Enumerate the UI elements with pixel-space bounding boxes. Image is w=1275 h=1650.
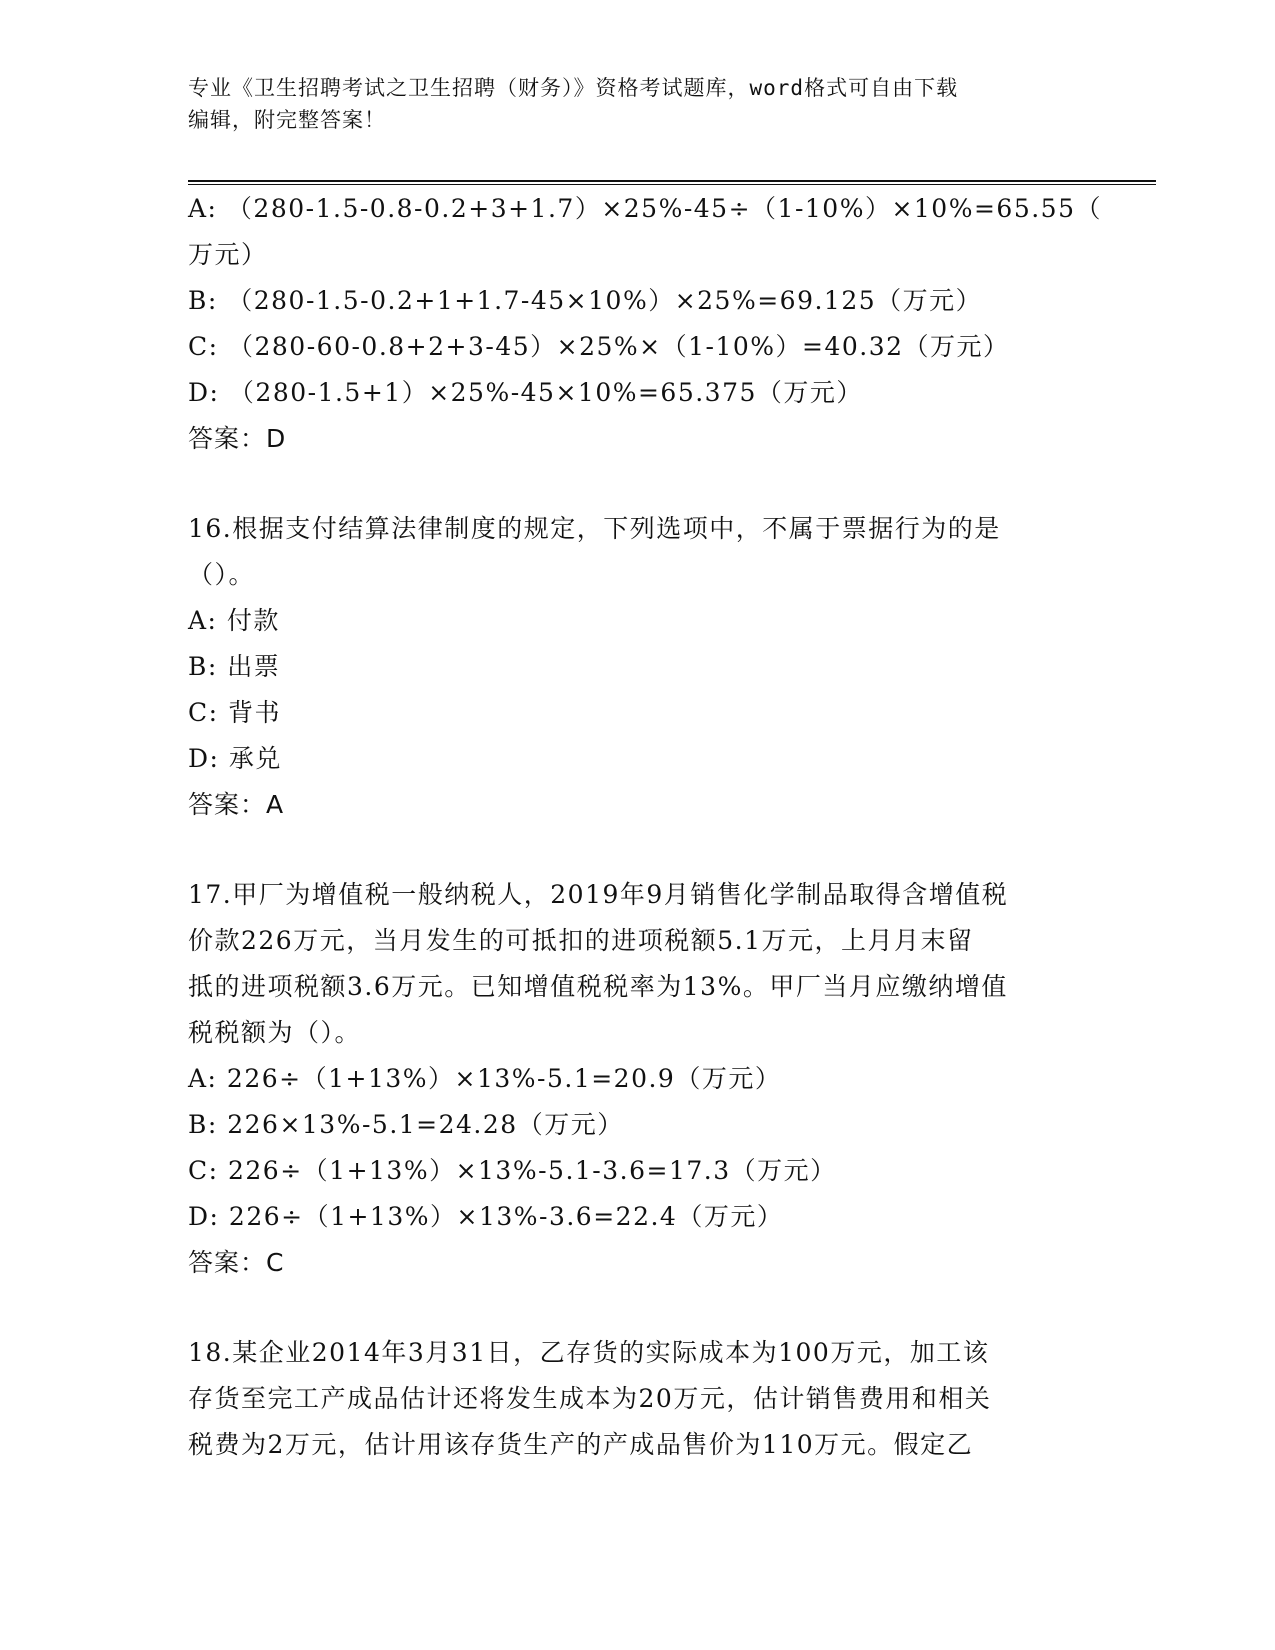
q17-option-a: A: 226÷（1+13%）×13%-5.1=20.9（万元） [188,1064,782,1093]
question-18-block [188,1330,1088,1468]
document-header [188,72,1088,136]
spacer [188,462,1088,506]
q17-stem-line-3: 抵的进项税额3.6万元。已知增值税税率为13%。甲厂当月应缴纳增值 [188,972,1008,1001]
q16-stem-line-2: （）。 [188,560,256,589]
header-line-1: 专业《卫生招聘考试之卫生招聘（财务）》资格考试题库，word格式可自由下载 [188,76,959,100]
q15-option-c: C: （280-60-0.8+2+3-45）×25%×（1-10%）=40.32（万元） [188,332,1010,361]
q15-answer: 答案：D [188,424,287,453]
q17-stem-line-1: 17.甲厂为增值税一般纳税人，2019年9月销售化学制品取得含增值税 [188,880,1009,909]
q17-option-b: B: 226×13%-5.1=24.28（万元） [188,1110,624,1139]
q18-stem-line-2: 存货至完工产成品估计还将发生成本为20万元，估计销售费用和相关 [188,1384,992,1413]
q16-option-d: D: 承兑 [188,744,282,773]
q16-option-a: A: 付款 [188,606,280,635]
q17-answer: 答案：C [188,1248,285,1277]
q17-option-d: D: 226÷（1+13%）×13%-3.6=22.4（万元） [188,1202,784,1231]
spacer [188,1286,1088,1330]
header-line-2: 编辑，附完整答案！ [188,108,386,132]
q17-stem-line-2: 价款226万元，当月发生的可抵扣的进项税额5.1万元，上月月末留 [188,926,974,955]
q17-stem-line-4: 税税额为（）。 [188,1018,362,1047]
q16-option-b: B: 出票 [188,652,281,681]
q17-option-c: C: 226÷（1+13%）×13%-5.1-3.6=17.3（万元） [188,1156,837,1185]
q15-option-d: D: （280-1.5+1）×25%-45×10%=65.375（万元） [188,378,863,407]
q15-option-a-line-1: A: （280-1.5-0.8-0.2+3+1.7）×25%-45÷（1-10%）×10%=65.55（ [188,194,1102,223]
question-16-block [188,506,1088,828]
question-15-block [188,186,1102,462]
q18-stem-line-1: 18.某企业2014年3月31日，乙存货的实际成本为100万元，加工该 [188,1338,990,1367]
spacer [188,828,1088,872]
question-list [188,186,1102,1468]
q16-option-c: C: 背书 [188,698,281,727]
header-divider-thin [188,184,1156,185]
q15-option-a-line-2: 万元） [188,240,268,269]
q18-stem-line-3: 税费为2万元，估计用该存货生产的产成品售价为110万元。假定乙 [188,1430,974,1459]
q16-answer: 答案：A [188,790,285,819]
header-divider-thick [188,180,1156,182]
question-17-block [188,872,1088,1286]
q15-option-b: B: （280-1.5-0.2+1+1.7-45×10%）×25%=69.125（万元） [188,286,983,315]
q16-stem-line-1: 16.根据支付结算法律制度的规定，下列选项中，不属于票据行为的是 [188,514,1001,543]
